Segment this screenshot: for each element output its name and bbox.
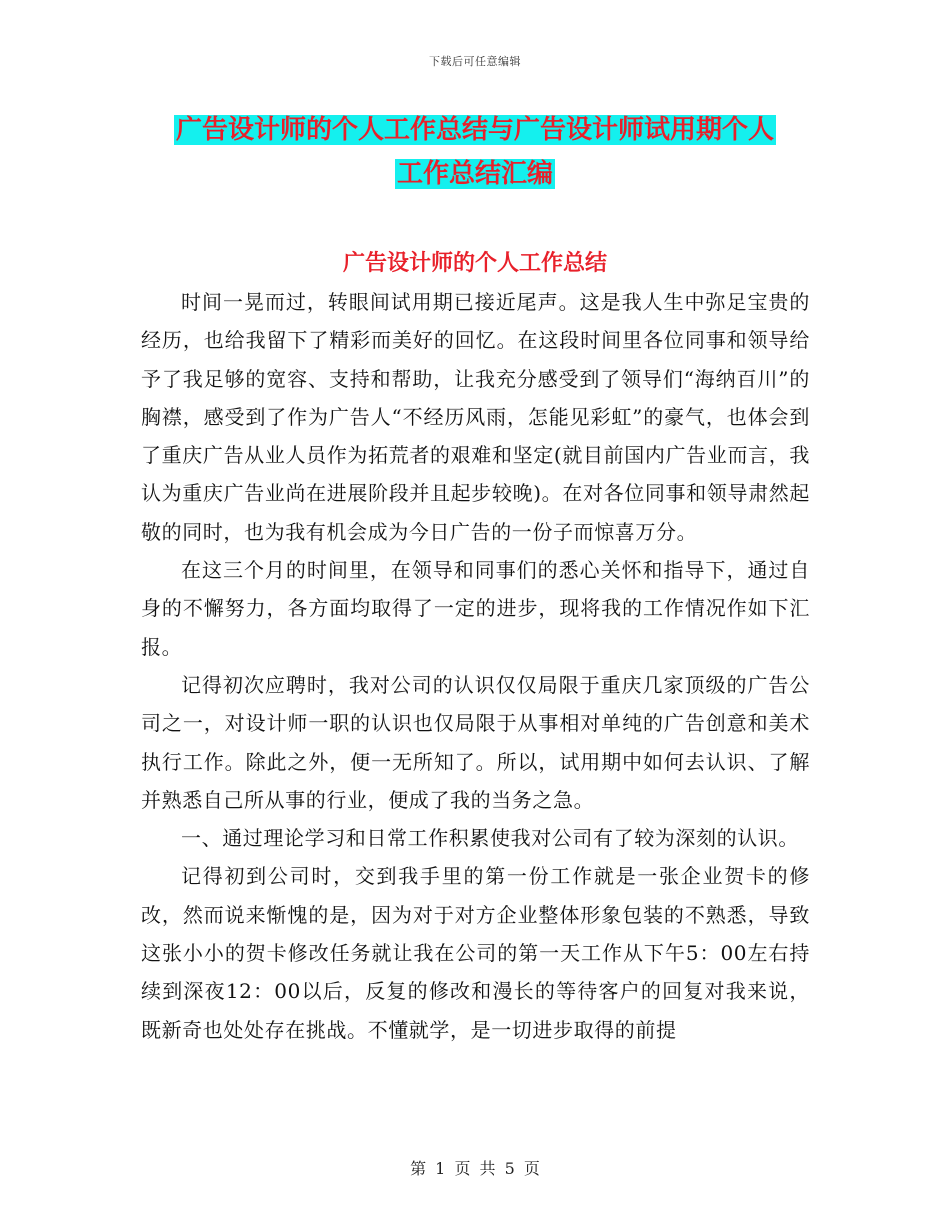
section-title: 广告设计师的个人工作总结 — [342, 250, 607, 276]
paragraph: 在这三个月的时间里，在领导和同事们的悉心关怀和指导下，通过自身的不懈努力，各方面均取得了一定的进步，现将我的工作情况作如下汇报。 — [141, 558, 810, 659]
paragraph: 一、通过理论学习和日常工作积累使我对公司有了较为深刻的认识。 — [181, 826, 799, 851]
page-header-note: 下载后可任意编辑 — [429, 55, 521, 68]
paragraph: 记得初到公司时，交到我手里的第一份工作就是一张企业贺卡的修改，然而说来惭愧的是，因为对于对方企业整体形象包装的不熟悉，导致这张小小的贺卡修改任务就让我在公司的第一天工作从下午5：00左右持续到深夜12：00以后，反复的修改和漫长的等待客户的回复对我来说，既新奇也处处存在挑战。不懂就学，是一切进步取得的前提 — [141, 864, 810, 1042]
page-number: 第 1 页 共 5 页 — [410, 1159, 540, 1178]
paragraph: 时间一晃而过，转眼间试用期已接近尾声。这是我人生中弥足宝贵的经历，也给我留下了精彩而美好的回忆。在这段时间里各位同事和领导给予了我足够的宽容、支持和帮助，让我充分感受到了领导们“海纳百川”的胸襟，感受到了作为广告人“不经历风雨，怎能见彩虹”的豪气，也体会到了重庆广告从业人员作为拓荒者的艰难和坚定(就目前国内广告业而言，我认为重庆广告业尚在进展阶段并且起步较晚)。在对各位同事和领导肃然起敬的同时，也为我有机会成为今日广告的一份子而惊喜万分。 — [141, 290, 810, 544]
document-title — [140, 108, 810, 196]
document-title-line-2: 工作总结汇编 — [396, 159, 553, 189]
document-title-line-1: 广告设计师的个人工作总结与广告设计师试用期个人 — [175, 115, 774, 145]
paragraph: 记得初次应聘时，我对公司的认识仅仅局限于重庆几家顶级的广告公司之一，对设计师一职的认识也仅局限于从事相对单纯的广告创意和美术执行工作。除此之外，便一无所知了。所以，试用期中如何去认识、了解并熟悉自己所从事的行业，便成了我的当务之急。 — [141, 672, 810, 812]
document-body — [141, 283, 810, 1049]
